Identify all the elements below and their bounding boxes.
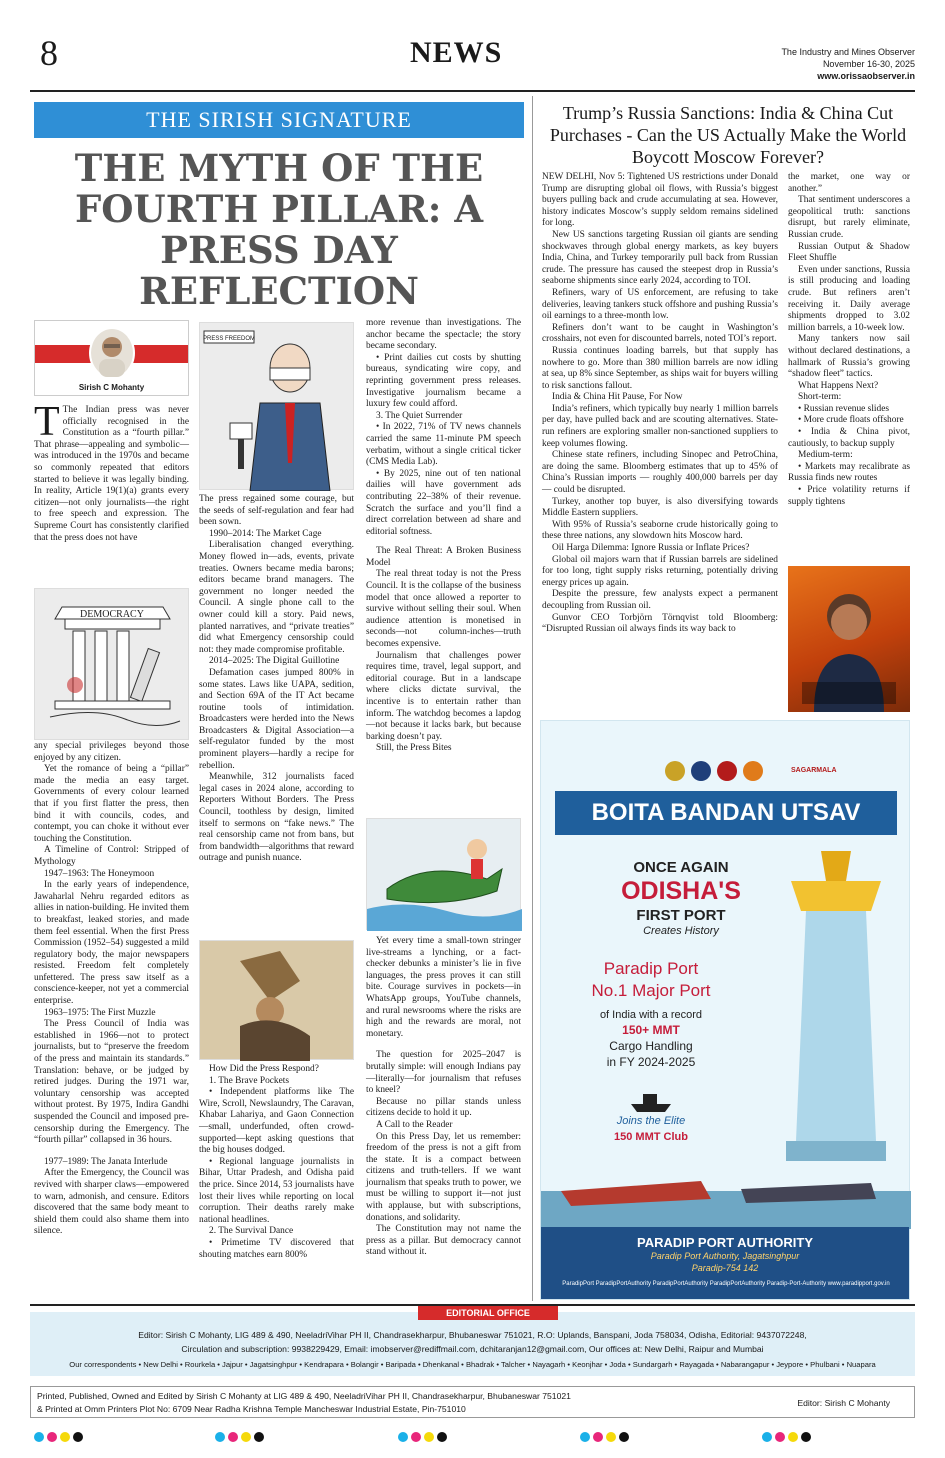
subhead: A Call to the Reader <box>376 1119 453 1130</box>
author-photo <box>89 327 135 379</box>
section-title: NEWS <box>410 36 503 69</box>
ad-paradip: Paradip Port <box>603 959 699 978</box>
paragraph: NEW DELHI, Nov 5: Tightened US restrictions under Donald Trump are disrupting global oil flows, with Russia’s biggest buyers pulling back and crude accumulating at sea. However, history indicates Moscow’s supply seldom remains sidelined for long. <box>542 172 778 229</box>
ad-once-again: ONCE AGAIN <box>633 859 729 876</box>
bullet: • Independent platforms like The Wire, Scroll, Newslaundry, The Caravan, Khabar Lahariya, and Gaon Connection—small, underfunded, often crowd-supported—kept asking questions that the big houses dodged. <box>199 1087 354 1156</box>
paragraph: Gunvor CEO Torbjörn Törnqvist told Bloomberg: “Disrupted Russian oil always finds its way back to <box>542 612 778 635</box>
bullet: • India & China pivot, cautiously, to backup supply <box>788 427 910 449</box>
registration-dot <box>424 1432 434 1442</box>
registration-dot <box>73 1432 83 1442</box>
chess-king-graphic <box>761 841 911 1171</box>
paragraph: The question for 2025–2047 is brutally simple: will enough Indians pay—literally—for journalism that refuses to kneel? <box>366 1050 521 1096</box>
ad-title: BOITA BANDAN UTSAV <box>555 791 897 835</box>
ad-authority-sub: Paradip Port Authority, Jagatsinghpur <box>650 1251 800 1261</box>
editorial-line1: Editor: Sirish C Mohanty, LIG 489 & 490, NeeladriVihar PH II, Chandrasekharpur, Bhubaneswar 751021, R.O: Uplands, Banspani, Joda 758034, Odisha, Editorial: 9437072248, <box>138 1330 807 1340</box>
registration-dot <box>398 1432 408 1442</box>
paragraph: Liberalisation changed everything. Money flowed in—ads, events, private treaties. Owners became media barons; editors became brand managers. The government no longer needed the Council. A single phone call to the owner could kill a story. Paid news, planted narratives, and “private treaties” did what Emergency censorship could not: they made compromise profitable. <box>199 540 354 655</box>
registration-marks <box>398 1432 447 1442</box>
paragraph: any special privileges beyond those enjoyed by any citizen. <box>34 741 189 763</box>
bullet: • Print dailies cut costs by shutting bureaus, syndicating wire copy, and reprinting government press releases. Investigative journalism became a luxury few could afford. <box>366 352 521 410</box>
paragraph: Meanwhile, 312 journalists faced legal cases in 2024 alone, according to Reporters Without Borders. The Press Council, toothless by design, limited itself to sermons on “fake news.” The real censorship came not from bans, but from bandwidth—algorithms that reward outrage and punish nuance. <box>199 772 354 864</box>
page-number: 8 <box>40 33 58 73</box>
subhead: A Timeline of Control: Stripped of Mythology <box>34 845 189 867</box>
registration-dot <box>619 1432 629 1442</box>
drop-cap: T <box>34 399 60 445</box>
paragraph: The real threat today is not the Press Council. It is the collapse of the business model that once allowed a reporter to survive without selling their soul. When audience attention is monetised in seconds—not column-inches—truth becomes expensive. <box>366 569 521 650</box>
subhead: The Real Threat: A Broken Business Model <box>366 546 521 568</box>
registration-dot <box>437 1432 447 1442</box>
bullet: • By 2025, nine out of ten national dailies will have government ads contributing 22–38% of their revenue. Scratch the surface and you’ll find a direct correlation between ad share and editorial softness. <box>366 468 521 537</box>
column-divider <box>532 96 533 1301</box>
subhead: 1947–1963: The Honeymoon <box>44 868 155 879</box>
democracy-label: DEMOCRACY <box>80 609 144 620</box>
ad-fy: in FY 2024-2025 <box>606 1055 696 1069</box>
website-link[interactable]: www.orissaobserver.in <box>817 71 915 81</box>
subhead: 2. The Survival Dance <box>209 1226 294 1237</box>
left-col1-bottom <box>34 741 189 1238</box>
paragraph: In the early years of independence, Jawaharlal Nehru regarded editors as allies in nation-building. He invited them to breakfast, leaked stories, and made them feel essential. When the first Press Commission (1952–54) suggested a mild regulatory body, the major newspapers resisted. Freedom felt completely unfettered. The press saw itself as a conscience-keeper, not yet a commercial enterprise. <box>34 880 189 1007</box>
editorial-tag: EDITORIAL OFFICE <box>418 1306 558 1320</box>
paper-name: The Industry and Mines Observer <box>781 47 915 57</box>
registration-dot <box>215 1432 225 1442</box>
right-col2 <box>788 172 910 508</box>
paragraph: New US sanctions targeting Russian oil giants are sending shockwaves through global energy markets, as key buyers India, China, and Turkey temporarily pull back from Russian crude. The pressure has caused the steepest drop in Russia’s seaborne shipments since early 2024, according to TOI. <box>542 229 778 287</box>
sagarmala-logo: SAGARMALA <box>791 767 837 774</box>
header-rule <box>30 90 915 92</box>
correspondents-list: Our correspondents • New Delhi • Rourkela • Jajpur • Jagatsinghpur • Kendrapara • Bolangir • Baripada • Dhenkanal • Bhadrak • Talcher • Nayagarh • Keonjhar • Joda • Sundargarh • Rayagada • Nabarangapur • Jeypore • Phulbani • Nuapara <box>69 1360 876 1369</box>
paragraph: On this Press Day, let us remember: freedom of the press is not a gift from the state. It is a compact between citizens and truth-tellers. If we want journalism that speaks truth to power, we must be willing to support it—not just with applause, but with subscriptions, donations, and solidarity. <box>366 1131 521 1223</box>
right-col1 <box>542 172 778 636</box>
masthead <box>781 46 915 82</box>
ad-major-port: No.1 Major Port <box>591 981 711 1000</box>
registration-dot <box>34 1432 44 1442</box>
registration-dot <box>228 1432 238 1442</box>
ad-social-links[interactable]: ParadipPort ParadipPortAuthority ParadipPortAuthority ParadipPortAuthority Paradip-Port-Authority www.paradipport.gov.in <box>562 1281 890 1287</box>
paragraph: The Press Council of India was established in 1966—not to protect journalists, but to “preserve the freedom of the press and maintain its standards.” Translation: behave, or be judged by retired judges. During the 1971 war, voluntary censorship was accepted without protest. By 1975, Indira Gandhi suspended the Council and imposed pre-censorship during the Emergency. The “fourth pillar” collapsed in 36 hours. <box>34 1019 189 1146</box>
ad-of-india: of India with a record <box>599 1009 703 1021</box>
registration-dot <box>411 1432 421 1442</box>
ad-authority: PARADIP PORT AUTHORITY <box>637 1235 813 1250</box>
ad-footer <box>541 1227 909 1299</box>
subhead: 1977–1989: The Janata Interlude <box>44 1156 168 1167</box>
paragraph: After the Emergency, the Council was revived with sharper claws—empowered to warn, admonish, and censure. Editors discovered that the same body meant to shield them could also shame them into silence. <box>34 1168 189 1237</box>
left-col3-top <box>366 318 521 755</box>
imprint-line1: Printed, Published, Owned and Edited by Sirish C Mohanty at LIG 489 & 490, NeeladriVihar PH II, Chandrasekharpur, Bhubaneswar 751021 <box>37 1391 571 1401</box>
paragraph: Refiners don’t want to be caught in Washington’s crosshairs, not even for discounted barrels, noted TOI’s report. <box>542 322 778 345</box>
press-freedom-cartoon <box>199 322 354 490</box>
imprint-footer <box>30 1386 915 1418</box>
registration-dot <box>788 1432 798 1442</box>
paragraph: Even under sanctions, Russia is still producing and loading crude. But refiners aren’t receiving it. Daily average shipments dropped to 3.02 million barrels, a 10-week low. <box>788 264 910 333</box>
illustration-kneeling-man <box>199 940 354 1060</box>
paragraph: Global oil majors warn that if Russian barrels are sidelined for too long, tight supply risks returning, potentially driving energy prices up again. <box>542 554 778 588</box>
ad-cargo: Cargo Handling <box>609 1039 693 1053</box>
subhead: 1963–1975: The First Muzzle <box>44 1007 156 1018</box>
crocodile-cartoon <box>366 818 521 930</box>
ship-icon <box>551 1076 751 1116</box>
registration-dot <box>775 1432 785 1442</box>
ad-odishas: ODISHA'S <box>621 877 741 905</box>
subhead: 1990–2014: The Market Cage <box>209 528 322 539</box>
imprint-line2: & Printed at Omm Printers Plot No: 6709 Near Radha Krishna Temple Mancheswar Industrial Estate, Pin-751010 <box>37 1404 466 1414</box>
issue-date: November 16-30, 2025 <box>822 59 915 69</box>
ad-club: 150 MMT Club <box>614 1131 688 1143</box>
paragraph: India’s refiners, which typically buy nearly 1 million barrels per day, have pulled back and are scouting alternatives. State-run refiners are exploring smaller non-sanctioned suppliers to keep volumes flowing. <box>542 403 778 449</box>
paragraph: Journalism that challenges power requires time, travel, legal support, and editorial courage. But in a landscape where clicks dictate survival, the incentive is to entertain rather than inform. The watchdog becomes a lapdog—not because it lacks bark, but because barking doesn’t pay. <box>366 650 521 742</box>
paragraph: Because no pillar stands unless citizens decide to hold it up. <box>366 1096 521 1119</box>
paragraph: Despite the pressure, few analysts expect a permanent decoupling from Russian oil. <box>542 589 778 611</box>
bullet: • In 2022, 71% of TV news channels carried the same 11-minute PM speech verbatim, without a single critical ticker (CMS Media Lab). <box>366 422 521 468</box>
subhead: 1. The Brave Pockets <box>209 1075 290 1086</box>
subhead: India & China Hit Pause, For Now <box>552 392 683 403</box>
bullet: • Regional language journalists in Bihar, Uttar Pradesh, and Odisha paid the price. Since 2014, 53 journalists have lost their lives while reporting on local corruption. Their deaths rarely make national headlines. <box>199 1156 354 1225</box>
paragraph: the market, one way or another.” <box>788 172 910 194</box>
bullet: • More crude floats offshore <box>798 415 904 426</box>
paragraph: The Constitution may not name the press as a pillar. But democracy cannot stand without it. <box>366 1224 521 1258</box>
bullet: • Markets may recalibrate as Russia finds new routes <box>788 461 910 484</box>
author-name: Sirish C Mohanty <box>78 383 145 392</box>
subhead: Short-term: <box>798 392 842 403</box>
subhead: What Happens Next? <box>798 380 879 391</box>
ad-first-port: FIRST PORT <box>636 907 726 924</box>
imprint-editor: Editor: Sirish C Mohanty <box>797 1398 890 1408</box>
paragraph: more revenue than investigations. The anchor became the spectacle; the story became secondary. <box>366 318 521 352</box>
editorial-office <box>30 1308 915 1376</box>
subhead: 2014–2025: The Digital Guillotine <box>209 656 340 667</box>
registration-marks <box>762 1432 811 1442</box>
registration-marks <box>580 1432 629 1442</box>
left-col2-top <box>199 494 354 865</box>
bullet: • Primetime TV discovered that shouting matches earn 800% <box>199 1237 354 1260</box>
paragraph: The press regained some courage, but the seeds of self-regulation and fear had been sown. <box>199 494 354 528</box>
paragraph: Chinese state refiners, including Sinopec and PetroChina, are doing the same. Bloomberg estimates that up to 45% of China’s Russian imports — roughly 400,000 barrels per day — could be disrupted. <box>542 450 778 496</box>
subhead: Oil Harga Dilemma: Ignore Russia or Inflate Prices? <box>552 543 750 553</box>
paragraph: Turkey, another top buyer, is also diversifying towards Middle Eastern suppliers. <box>542 496 778 519</box>
registration-dot <box>254 1432 264 1442</box>
right-article-headline: Trump’s Russia Sanctions: India & China Cut Purchases - Can the US Actually Make the World Boycott Moscow Forever? <box>549 103 907 167</box>
registration-dot <box>606 1432 616 1442</box>
ad-logos <box>661 757 801 785</box>
registration-marks <box>215 1432 264 1442</box>
left-col2-bottom <box>199 1064 354 1261</box>
portrait-ad <box>788 566 910 712</box>
article-headline: THE MYTH OF THE FOURTH PILLAR: A PRESS DAY REFLECTION <box>74 146 484 313</box>
registration-dot <box>47 1432 57 1442</box>
ad-pin: Paradip-754 142 <box>691 1263 759 1273</box>
subhead: 3. The Quiet Surrender <box>376 410 463 421</box>
paragraph: Many tankers now sail without declared destinations, a hallmark of Russia’s growing “shadow fleet” tactics. <box>788 334 910 380</box>
registration-dot <box>241 1432 251 1442</box>
author-box <box>34 320 189 396</box>
registration-dot <box>580 1432 590 1442</box>
registration-marks <box>34 1432 83 1442</box>
ad-joins-elite: Joins the Elite <box>616 1115 686 1127</box>
subhead: Russian Output & Shadow Fleet Shuffle <box>788 241 910 264</box>
paragraph: With 95% of Russia’s seaborne crude historically going to these three nations, any slowdown hits Moscow hard. <box>542 519 778 542</box>
subhead: How Did the Press Respond? <box>209 1064 319 1074</box>
ad-creates-history: Creates History <box>643 925 719 937</box>
paragraph: T The Indian press was never officially recognised in the Constitution as a “fourth pillar.” That phrase—appealing and symbolic—was introduced in the 1970s and became so commonly repeated that editors started to believe it was legally binding. In reality, Article 19(1)(a) grants every citizen—not only journalists—the right to free speech and expression. The Supreme Court has consistently clarified that the press does not have <box>34 399 189 543</box>
democracy-cartoon <box>34 588 189 740</box>
column-banner: THE SIRISH SIGNATURE <box>34 102 524 138</box>
paragraph: Yet every time a small-town stringer live-streams a lynching, or a fact-checker debunks a minister’s lie in five languages, the press proves it can still bite. Courage survives in pockets—in WhatsApp groups, YouTube channels, and rural newsrooms where the risks are high and the rewards are moral, not monetary. <box>366 936 521 1039</box>
left-col3-bottom <box>366 936 521 1259</box>
registration-dot <box>762 1432 772 1442</box>
bullet: • Russian revenue slides <box>798 403 890 414</box>
paragraph: Refiners, wary of US enforcement, are refusing to take deliveries, leaving tankers stuck offshore and pushing Russia’s oil earnings to a three-month low. <box>542 287 778 322</box>
port-ships-graphic <box>541 1151 911 1229</box>
ad-mmt: 150+ MMT <box>622 1023 680 1037</box>
paragraph: Defamation cases jumped 800% in some states. Laws like UAPA, sedition, and Section 69A of the IT Act became routine tools of intimidation. Broadcasters were herded into the News Broadcasters & Digital Association—a self-regulator funded by the most prominent players—hardly a recipe for rebellion. <box>199 667 354 771</box>
left-col1-top <box>34 399 189 544</box>
editorial-line2: Circulation and subscription: 9938229429, Email: imobserver@rediffmail.com, dchitaranjan12@gmail.com, Our offices at: New Delhi, Raipur and Mumbai <box>181 1344 764 1354</box>
paragraph: Yet the romance of being a “pillar” made the media an easy target. Governments of every colour learned that if you first flatter the press, then bind it with councils, codes, and contempt, you can choke it without ever touching the Constitution. <box>34 764 189 844</box>
bullet: • Price volatility returns if supply tightens <box>788 485 910 507</box>
subhead: Medium-term: <box>798 450 853 461</box>
press-freedom-label: PRESS FREEDOM <box>202 336 256 342</box>
registration-dot <box>593 1432 603 1442</box>
boita-bandan-ad[interactable] <box>540 720 910 1300</box>
subhead: Still, the Press Bites <box>376 743 452 754</box>
paragraph: Russia continues loading barrels, but that supply has nowhere to go. More than 380 million barrels are now idling at sea, up 8% since September, as ships wait for buyers willing to risk sanctions fallout. <box>542 345 778 391</box>
paragraph: That sentiment underscores a geopolitical truth: sanctions disrupt, but rarely eliminate, Russian crude. <box>788 195 910 240</box>
registration-dot <box>60 1432 70 1442</box>
registration-dot <box>801 1432 811 1442</box>
